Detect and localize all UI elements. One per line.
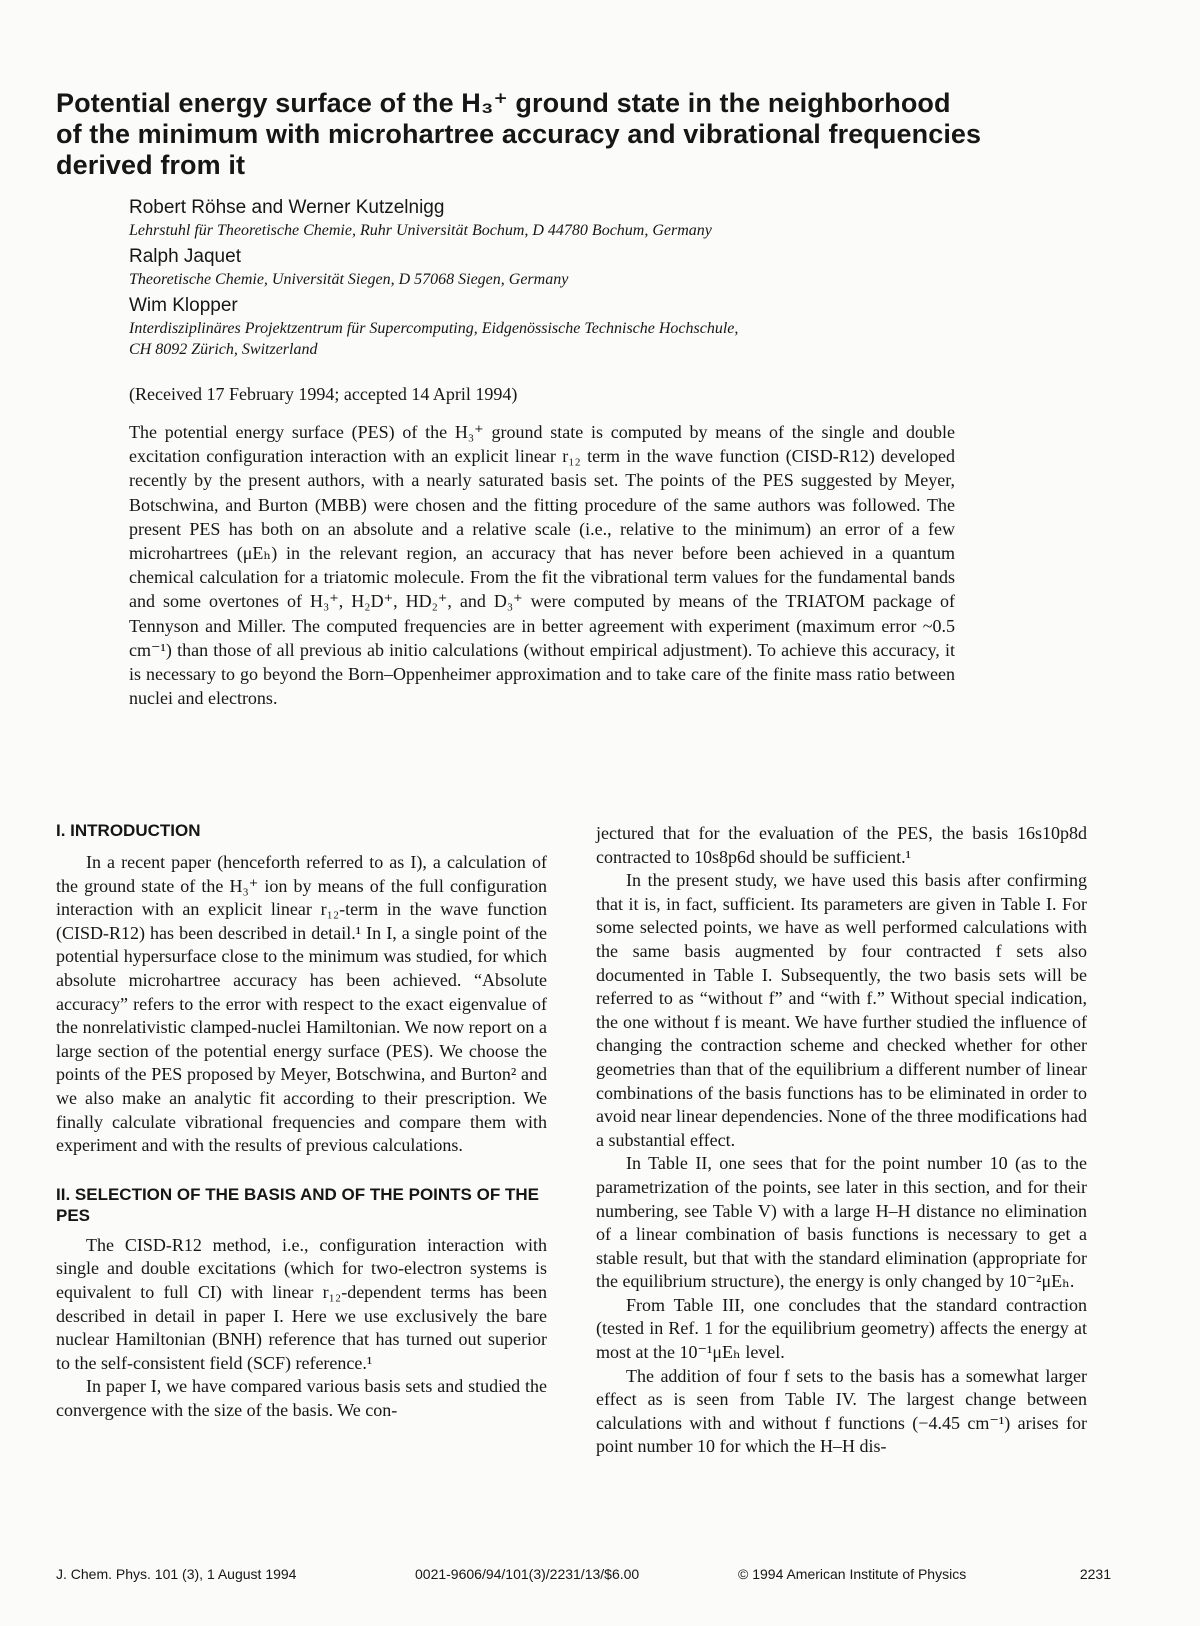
page-number: 2231 <box>1079 1566 1111 1582</box>
author-group <box>129 245 1089 290</box>
left-column <box>56 818 547 1422</box>
affiliation: Lehrstuhl für Theoretische Chemie, Ruhr Universität Bochum, D 44780 Bochum, Germany <box>129 222 712 239</box>
affiliation: CH 8092 Zürich, Switzerland <box>129 341 318 358</box>
paragraph: In paper I, we have compared various basis sets and studied the convergence with the size of the basis. We con- <box>56 1376 547 1420</box>
paragraph: In the present study, we have used this basis after confirming that it is, in fact, sufficient. Its parameters are given in Table I. For some selected points, we have as well performed calculations with the same basis augmented by four contracted f sets also documented in Table I. Subsequently, the two basis sets will be referred to as “without f” and “with f.” Without special indication, the one without f is meant. We have further studied the influence of changing the contraction scheme and checked whether for other geometries than that of the equilibrium a different number of linear combinations of the basis functions has to be eliminated in order to avoid near linear dependencies. None of the three modifications had a substantial effect. <box>596 870 1087 1150</box>
paragraph-continuation: jectured that for the evaluation of the PES, the basis 16s10p8d contracted to 10s8p6d should be sufficient.¹ <box>596 823 1087 867</box>
author-names: Robert Röhse and Werner Kutzelnigg <box>129 197 445 218</box>
author-group <box>129 294 1089 360</box>
section-heading: I. INTRODUCTION <box>56 821 201 840</box>
section-heading: II. SELECTION OF THE BASIS AND OF THE POINTS OF THE PES <box>56 1184 539 1225</box>
paragraph: The CISD-R12 method, i.e., configuration interaction with single and double excitations (which for two-electron systems is equivalent to full CI) with linear r₁₂-dependent terms has been described in detail in paper I. Here we use exclusively the bare nuclear Hamiltonian (BNH) reference that has turned out superior to the self-consistent field (SCF) reference.¹ <box>56 1234 547 1373</box>
title-line: derived from it <box>56 150 246 180</box>
abstract: The potential energy surface (PES) of the H₃⁺ ground state is computed by means of the single and double excitation configuration interaction with an explicit linear r₁₂ term in the wave function (CISD-R12) developed recently by the present authors, with a nearly saturated basis set. The points of the PES suggested by Meyer, Botschwina, and Burton (MBB) were chosen and the fitting procedure of the same authors was followed. The present PES has both on an absolute and a relative scale (i.e., relative to the minimum) an error of a few microhartrees (μEₕ) in the relevant region, an accuracy that has never before been achieved in a quantum chemical calculation for a triatomic molecule. From the fit the vibrational term values for the fundamental bands and some overtones of H₃⁺, H₂D⁺, HD₂⁺, and D₃⁺ were computed by means of the TRIATOM package of Tennyson and Miller. The computed frequencies are in better agreement with experiment (maximum error ~0.5 cm⁻¹) than those of all previous ab initio calculations (without empirical adjustment). To achieve this accuracy, it is necessary to go beyond the Born–Oppenheimer approximation and to take care of the finite mass ratio between nuclei and electrons. <box>129 422 955 709</box>
paragraph: From Table III, one concludes that the standard contraction (tested in Ref. 1 for the equilibrium geometry) affects the energy at most at the 10⁻¹μEₕ level. <box>596 1294 1087 1363</box>
affiliation: Theoretische Chemie, Universität Siegen, D 57068 Siegen, Germany <box>129 271 569 288</box>
title-line: Potential energy surface of the H₃⁺ ground state in the neighborhood <box>56 88 951 118</box>
title-line: of the minimum with microhartree accuracy and vibrational frequencies <box>56 119 982 149</box>
page-footer <box>56 1566 1111 1588</box>
article-title <box>56 88 1156 181</box>
footer-code: 0021-9606/94/101(3)/2231/13/$6.00 <box>415 1566 640 1582</box>
footer-copyright: © 1994 American Institute of Physics <box>738 1566 967 1582</box>
paragraph: In Table II, one sees that for the point number 10 (as to the parametrization of the points, see later in this section, and for their numbering, see Table V) with a large H–H distance no elimination of a linear combination of basis functions is necessary to get a stable result, but that with the standard elimination (appropriate for the equilibrium structure), the energy is only changed by 10⁻²μEₕ. <box>596 1153 1087 1292</box>
right-column <box>596 822 1087 1459</box>
author-block <box>129 196 1089 364</box>
author-names: Ralph Jaquet <box>129 246 241 267</box>
paragraph: In a recent paper (henceforth referred to as I), a calculation of the ground state of the H₃⁺ ion by means of the full configuration interaction with an explicit linear r₁₂-term in the wave function (CISD-R12) has been described in detail.¹ In I, a single point of the potential hypersurface close to the minimum was studied, for which absolute microhartree accuracy has been achieved. “Absolute accuracy” refers to the error with respect to the exact eigenvalue of the nonrelativistic clamped-nuclei Hamiltonian. We now report on a large section of the potential energy surface (PES). We choose the points of the PES proposed by Meyer, Botschwina, and Burton² and we also make an analytic fit according to their prescription. We finally calculate vibrational frequencies and compare them with experiment and with the results of previous calculations. <box>56 852 547 1156</box>
author-names: Wim Klopper <box>129 295 238 316</box>
received-dates: (Received 17 February 1994; accepted 14 April 1994) <box>129 384 518 404</box>
author-group <box>129 196 1089 241</box>
affiliation: Interdisziplinäres Projektzentrum für Supercomputing, Eidgenössische Technische Hochschule, <box>129 320 739 337</box>
footer-journal: J. Chem. Phys. 101 (3), 1 August 1994 <box>56 1566 297 1582</box>
paragraph: The addition of four f sets to the basis has a somewhat larger effect as is seen from Table IV. The largest change between calculations with and without f functions (−4.45 cm⁻¹) arises for point number 10 for which the H–H dis- <box>596 1365 1087 1457</box>
